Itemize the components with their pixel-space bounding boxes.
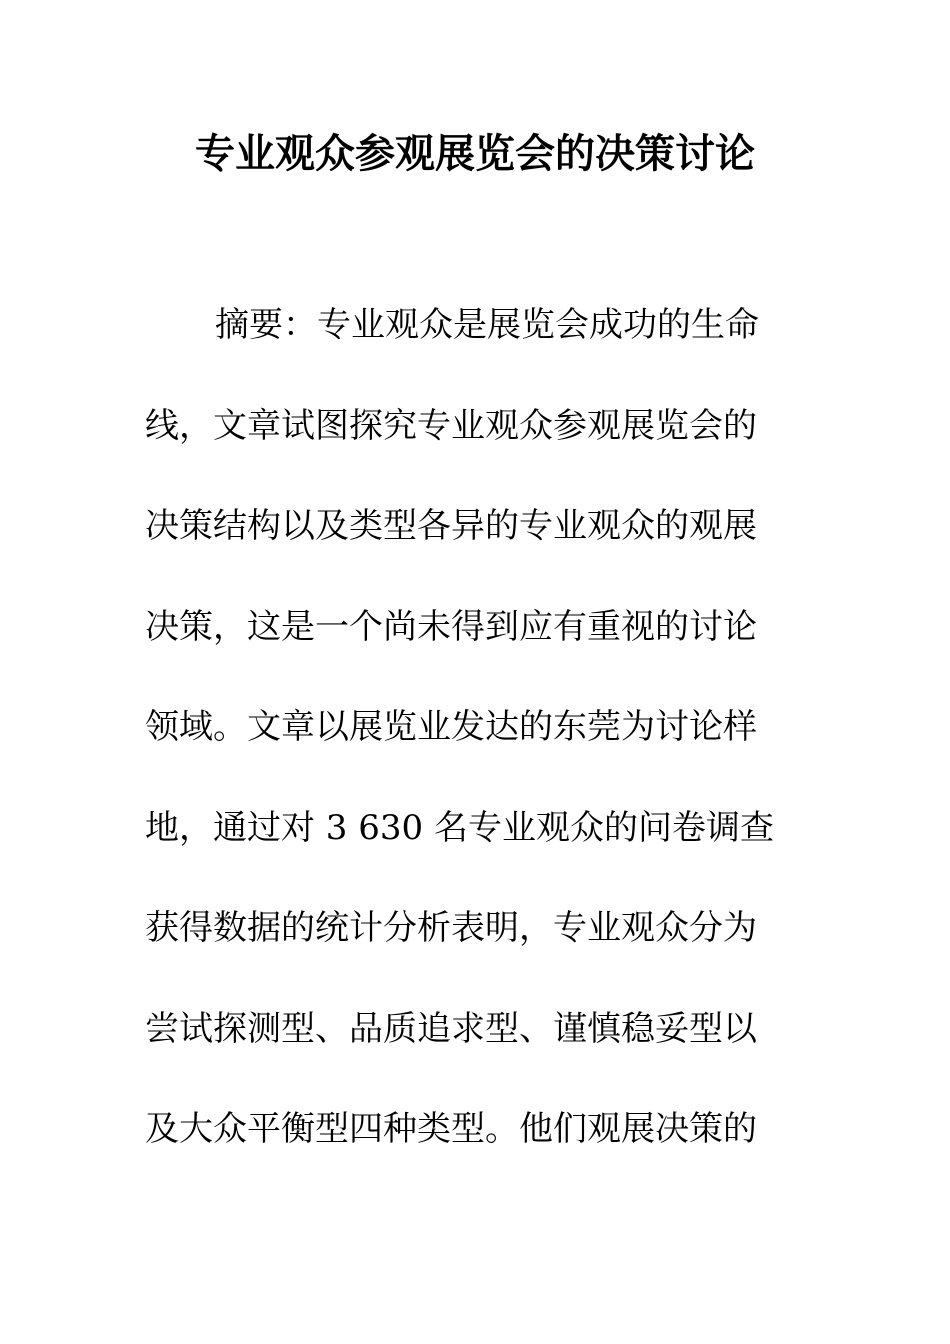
abstract-line: 摘要：专业观众是展览会成功的生命 (215, 305, 759, 345)
abstract-line: 领域。文章以展览业发达的东莞为讨论样 (145, 707, 757, 747)
abstract-paragraph (145, 295, 785, 1200)
abstract-line: 获得数据的统计分析表明，专业观众分为 (145, 908, 757, 948)
document-title: 专业观众参观展览会的决策讨论 (195, 130, 755, 177)
abstract-line: 地，通过对 3 630 名专业观众的问卷调查 (145, 807, 774, 848)
abstract-line: 线，文章试图探究专业观众参观展览会的 (145, 405, 757, 446)
abstract-line: 决策，这是一个尚未得到应有重视的讨论 (145, 606, 757, 647)
abstract-line: 及大众平衡型四种类型。他们观展决策的 (145, 1109, 757, 1149)
abstract-line: 尝试探测型、品质追求型、谨慎稳妥型以 (145, 1008, 757, 1049)
abstract-line: 决策结构以及类型各异的专业观众的观展 (145, 506, 757, 546)
